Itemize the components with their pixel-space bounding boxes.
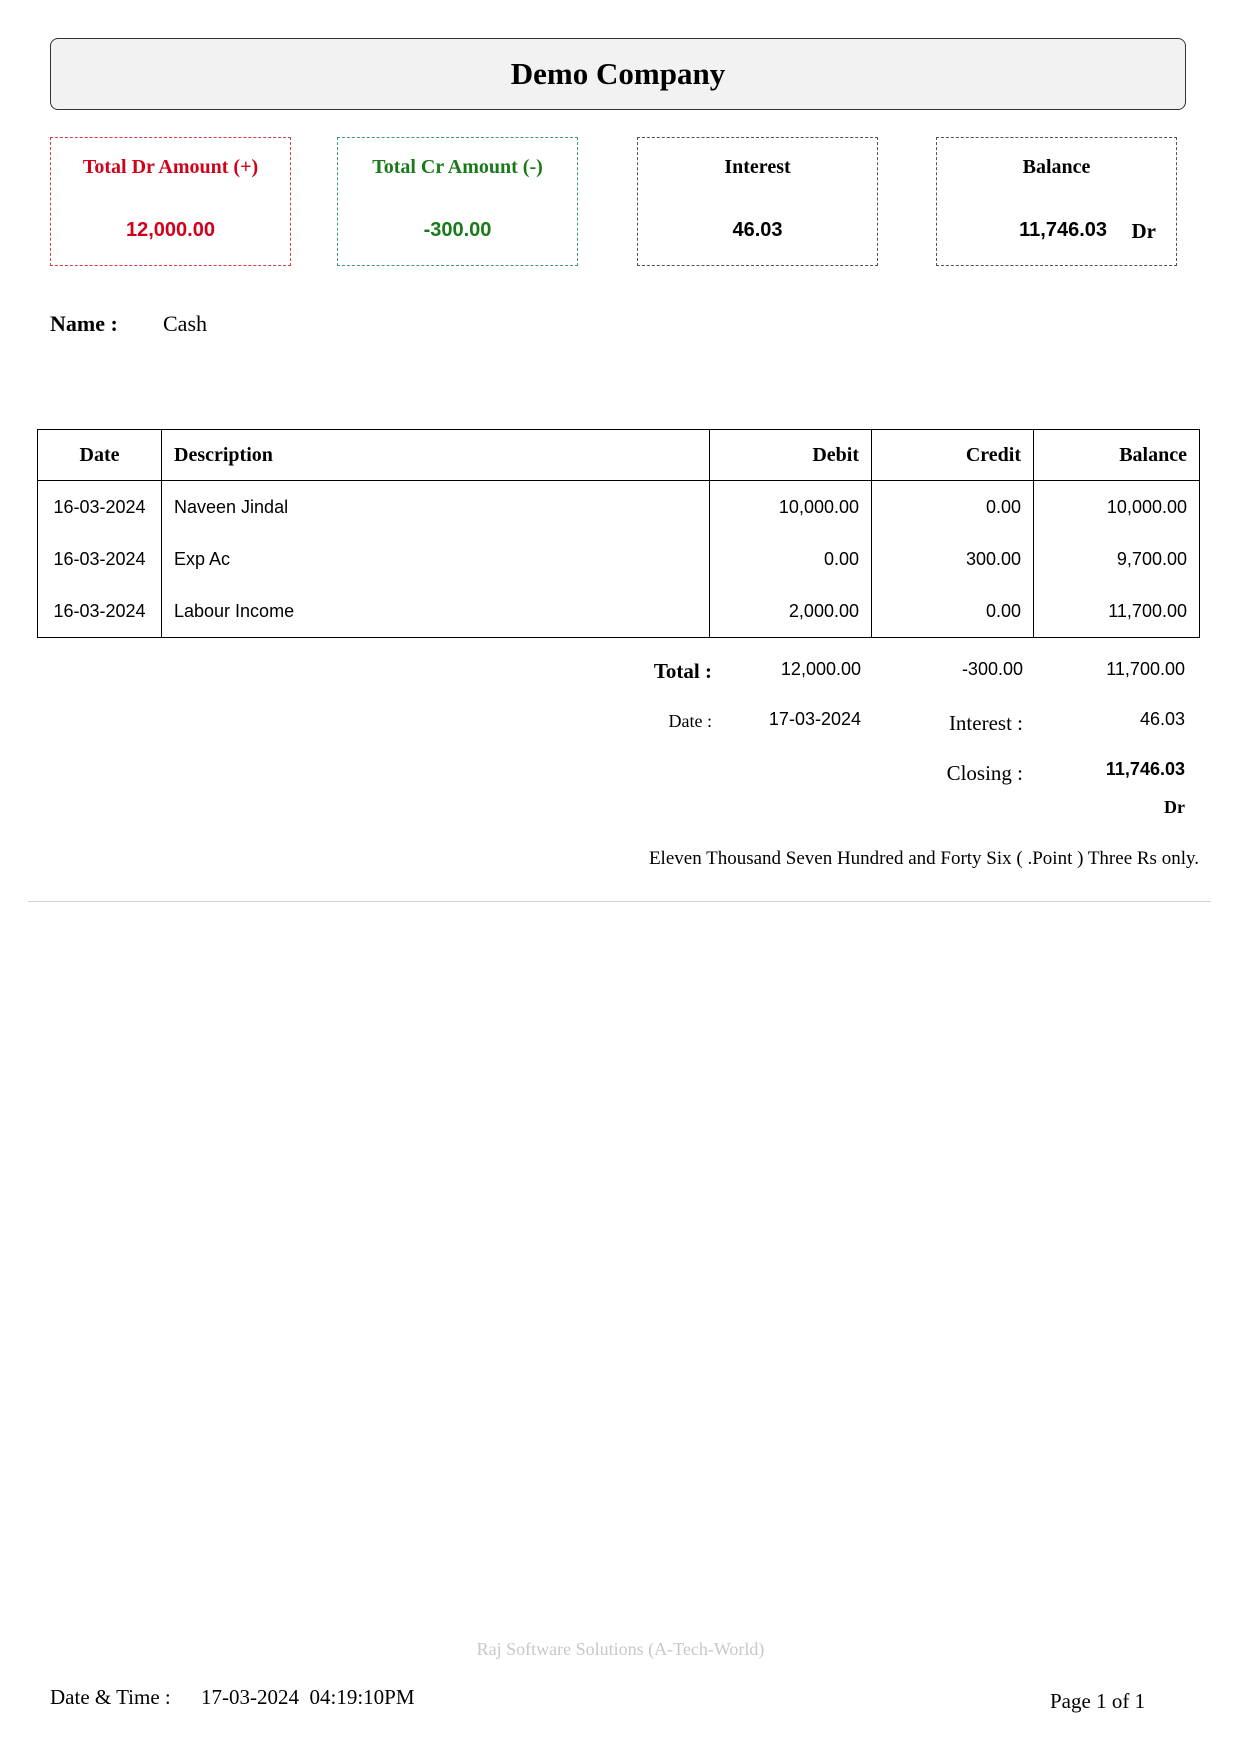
row-description: Exp Ac (162, 533, 710, 585)
report-date-label: Date : (668, 711, 712, 731)
closing-label: Closing : (946, 761, 1023, 785)
total-debit: 12,000.00 (780, 659, 861, 679)
report-date-value: 17-03-2024 (768, 709, 861, 729)
row-balance: 10,000.00 (1034, 481, 1200, 534)
balance-label: Balance (1022, 156, 1091, 178)
header-date: Date (38, 430, 162, 481)
divider (28, 901, 1211, 902)
row-description: Naveen Jindal (162, 481, 710, 534)
header-credit: Credit (872, 430, 1034, 481)
header-balance: Balance (1034, 430, 1200, 481)
interest-label: Interest (724, 156, 791, 178)
closing-value: 11,746.03 (1105, 759, 1185, 779)
name-label: Name : (50, 311, 118, 336)
balance-value: 11,746.03 (1019, 219, 1107, 241)
total-cr-label: Total Cr Amount (-) (372, 156, 543, 178)
row-date: 16-03-2024 (38, 533, 162, 585)
software-brand: Raj Software Solutions (A-Tech-World) (476, 1639, 765, 1659)
row-credit: 0.00 (872, 585, 1034, 638)
table-row (38, 533, 1200, 585)
balance-side: Dr (1131, 219, 1156, 243)
total-label: Total : (653, 659, 712, 683)
header-debit: Debit (710, 430, 872, 481)
datetime-value: 17-03-2024 04:19:10PM (201, 1685, 415, 1709)
total-credit: -300.00 (961, 659, 1023, 679)
row-credit: 0.00 (872, 481, 1034, 534)
ledger-table (37, 429, 1200, 638)
interest-total-label: Interest : (948, 711, 1023, 735)
row-credit: 300.00 (872, 533, 1034, 585)
company-title: Demo Company (50, 38, 1186, 110)
row-balance: 11,700.00 (1034, 585, 1200, 638)
datetime-label: Date & Time : (50, 1685, 171, 1709)
closing-side: Dr (1164, 797, 1185, 817)
table-header-row (38, 430, 1200, 481)
interest-card (637, 137, 878, 266)
amount-in-words: Eleven Thousand Seven Hundred and Forty Six ( .Point ) Three Rs only. (648, 848, 1199, 869)
row-debit: 10,000.00 (710, 481, 872, 534)
interest-total-value: 46.03 (1139, 709, 1185, 729)
header-description: Description (162, 430, 710, 481)
row-description: Labour Income (162, 585, 710, 638)
row-date: 16-03-2024 (38, 481, 162, 534)
total-dr-value: 12,000.00 (126, 219, 215, 241)
total-balance: 11,700.00 (1106, 659, 1185, 679)
total-dr-card (50, 137, 291, 266)
total-dr-label: Total Dr Amount (+) (82, 156, 259, 178)
page-number: Page 1 of 1 (1050, 1689, 1146, 1713)
total-cr-card (337, 137, 578, 266)
row-debit: 0.00 (710, 533, 872, 585)
table-row (38, 481, 1200, 534)
row-debit: 2,000.00 (710, 585, 872, 638)
interest-value: 46.03 (732, 219, 783, 241)
total-cr-value: -300.00 (423, 219, 492, 241)
row-balance: 9,700.00 (1034, 533, 1200, 585)
name-value: Cash (163, 311, 207, 336)
balance-card (936, 137, 1177, 266)
row-date: 16-03-2024 (38, 585, 162, 638)
table-row (38, 585, 1200, 638)
